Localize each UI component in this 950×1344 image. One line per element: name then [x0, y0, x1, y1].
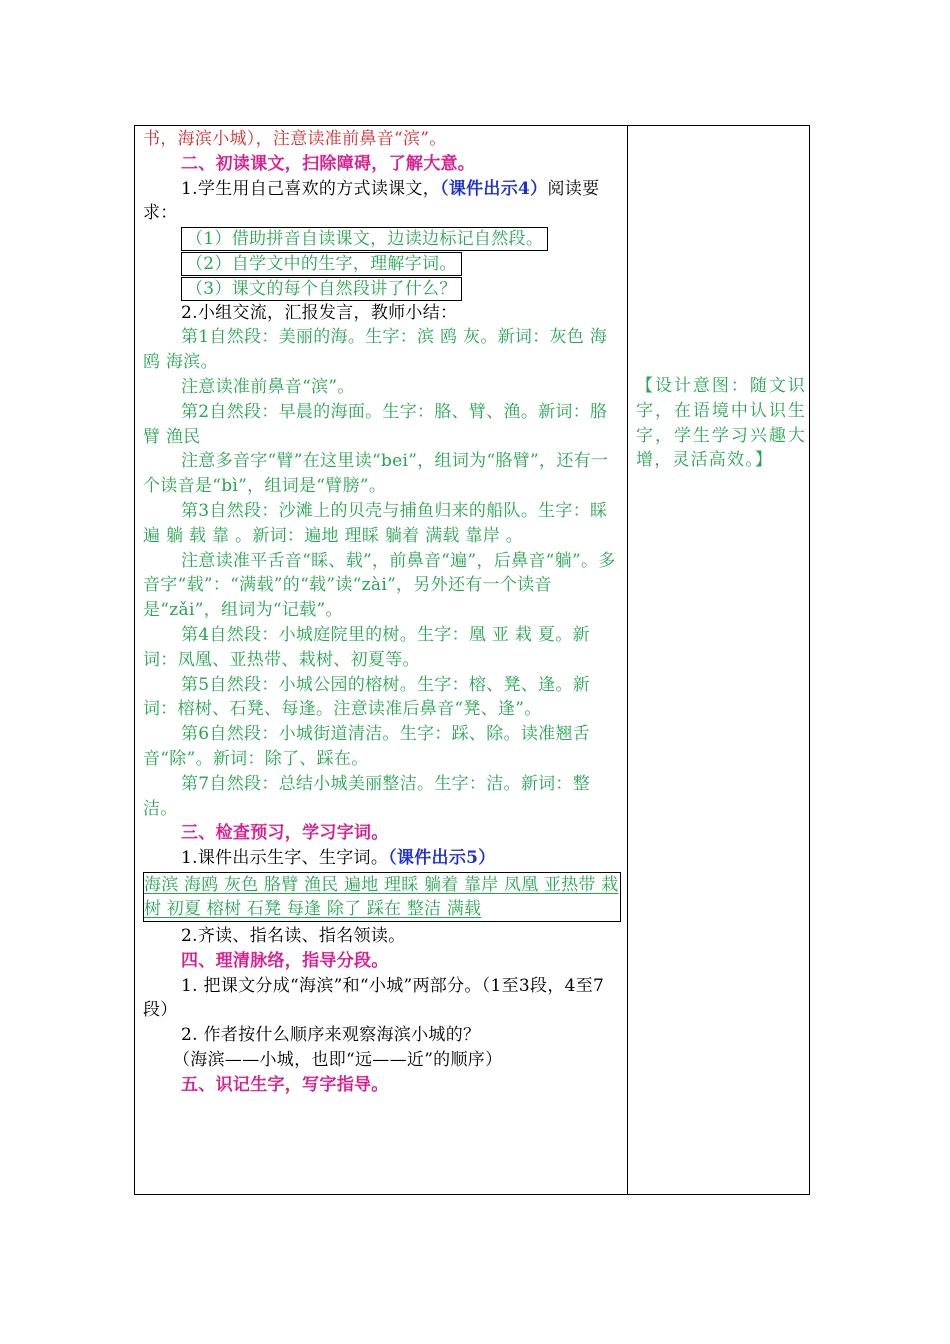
paragraph-3-summary: 第3自然段：沙滩上的贝壳与捕鱼归来的船队。生字：睬 遍 躺 载 靠 。新词：遍地 理睬 躺着 满载 靠岸 。: [143, 500, 608, 546]
section-2-heading: 二、初读课文，扫除障碍，了解大意。: [181, 153, 476, 174]
paragraph-3-note: 注意读准平舌音“睬、载”，前鼻音“遍”，后鼻音“躺”。多音字“载”：“满载”的“载”读“zài”，另外还有一个读音是“zǎi”，组词为“记载”。: [143, 550, 616, 621]
paragraph-4-summary: 第4自然段：小城庭院里的树。生字：凰 亚 栽 夏。新词：凤凰、亚热带、栽树、初夏等。: [143, 624, 590, 670]
paragraph-5-summary: 第5自然段：小城公园的榕树。生字：榕、凳、逢。新词：榕树、石凳、每逢。注意读准后鼻音“凳、逢”。: [143, 674, 591, 720]
paragraph-6-summary: 第6自然段：小城街道清洁。生字：踩、除。读准翘舌音“除”。新词：除了、踩在。: [143, 724, 591, 769]
step-read-text-tail: 阅读要求：: [143, 178, 600, 224]
paragraph-7-summary: 第7自然段：总结小城美丽整洁。生字：洁。新词：整洁。: [143, 773, 591, 819]
intro-line: 书，海滨小城），注意读准前鼻音“滨”。: [143, 129, 447, 149]
requirement-3-row: [143, 276, 621, 301]
requirement-2-row: [143, 251, 621, 276]
step-read-text-main: 1.学生用自己喜欢的方式读课文，: [181, 178, 441, 199]
section-5-heading: 五、识记生字，写字指导。: [181, 1074, 389, 1095]
step-show-words-main: 1.课件出示生字、生字词。: [181, 848, 389, 869]
requirement-1: （1）借助拼音自读课文，边读边标记自然段。: [181, 227, 548, 251]
requirement-3: （3）课文的每个自然段讲了什么？: [181, 277, 462, 301]
step-read-text: [143, 177, 621, 227]
step-show-words: [143, 846, 621, 871]
courseware-tag-4: （课件出示4）: [440, 178, 548, 199]
step-discuss: 2.小组交流，汇报发言，教师小结：: [181, 302, 458, 323]
paragraph-1-note: 注意读准前鼻音“滨”。: [181, 376, 355, 397]
column-divider: [627, 125, 628, 1195]
section-3-heading: 三、检查预习，学习字词。: [181, 823, 389, 844]
paragraph-2-note: 注意多音字“臂”在这里读“bei”，组词为“胳臂”，还有一个读音是“bì”，组词是“臂膀”。: [143, 451, 609, 497]
observation-order-answer: （海滨——小城，也即“远——近”的顺序）: [173, 1049, 503, 1070]
step-read-aloud: 2.齐读、指名读、指名领读。: [181, 925, 406, 946]
requirement-1-row: [143, 226, 621, 251]
paragraph-2-summary: 第2自然段：早晨的海面。生字：胳、臂、渔。新词：胳臂 渔民: [143, 401, 608, 447]
courseware-tag-5: （课件出示5）: [388, 848, 496, 869]
word-list-box: 海滨 海鸥 灰色 胳臂 渔民 遍地 理睬 躺着 靠岸 凤凰 亚热带 栽树 初夏 榕树 石凳 每逢 除了 踩在 整洁 满载: [143, 872, 621, 922]
step-observation-order: 2. 作者按什么顺序来观察海滨小城的？: [181, 1025, 481, 1046]
requirement-2: （2）自学文中的生字，理解字词。: [181, 252, 462, 276]
design-intent-note: 【设计意图：随文识字，在语境中认识生字，学生学习兴趣大增，灵活高效。】: [636, 376, 806, 471]
paragraph-1-summary: 第1自然段：美丽的海。生字：滨 鸥 灰。新词：灰色 海鸥 海滨。: [143, 327, 608, 373]
section-4-heading: 四、理清脉络，指导分段。: [181, 950, 389, 971]
lesson-content: [143, 127, 621, 1097]
step-divide-parts: 1. 把课文分成“海滨”和“小城”两部分。（1至3段，4至7段）: [143, 975, 605, 1021]
